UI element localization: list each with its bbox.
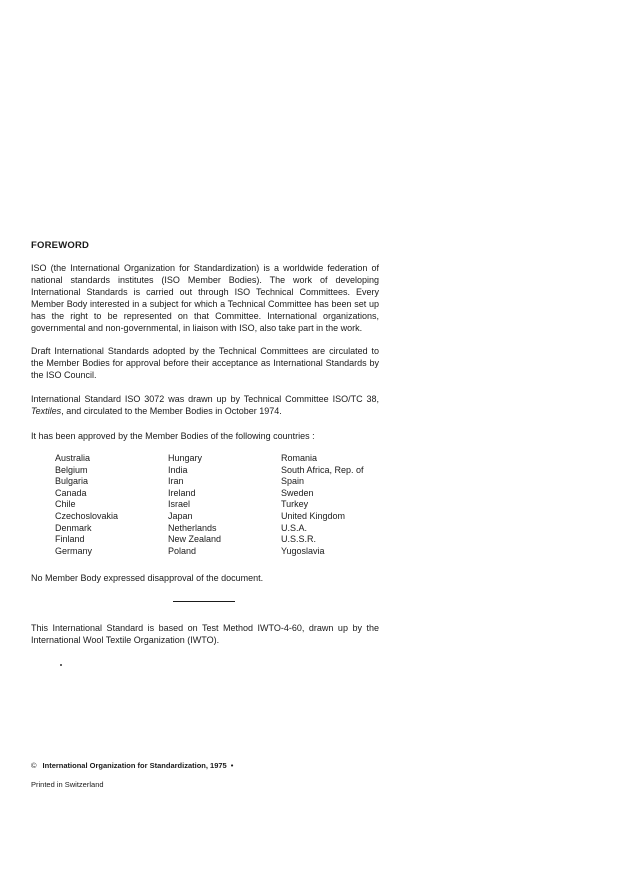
country-item: Bulgaria — [55, 476, 89, 487]
stray-mark — [60, 664, 62, 666]
country-item: Spain — [281, 476, 305, 487]
paragraph-iso-intro: ISO (the International Organization for Standardization) is a worldwide federation of national standards institutes (ISO Member Bodies). The work of developing International Standards is carried out through ISO Technical Committees. Every Member Body interested in a subject for which a Technical Committee has been set up has the right to be represented on that Committee. International organizations, governmental and non-governmental, in liaison with ISO, also take part in the work. — [31, 263, 379, 333]
paragraph-no-disapproval: No Member Body expressed disapproval of the document. — [31, 573, 264, 583]
country-item: Sweden — [281, 487, 314, 498]
country-list — [55, 453, 401, 557]
printed-in-line: Printed in Switzerland — [31, 780, 104, 789]
country-item: Germany — [55, 545, 93, 556]
country-item: Turkey — [281, 499, 309, 510]
p3-text-after: , and circulated to the Member Bodies in October 1974. — [61, 406, 282, 416]
foreword-heading: FOREWORD — [31, 240, 90, 251]
country-item: Belgium — [55, 464, 88, 475]
country-item: Canada — [55, 487, 87, 498]
country-item: Yugoslavia — [281, 545, 325, 556]
bullet-mark: • — [230, 761, 234, 770]
country-item: United Kingdom — [281, 510, 346, 521]
copyright-symbol: © — [31, 761, 37, 770]
country-item: Poland — [168, 545, 197, 556]
paragraph-iso-3072 — [31, 393, 379, 417]
paragraph-approval: It has been approved by the Member Bodies of the following countries : — [31, 431, 315, 441]
country-item: Chile — [55, 499, 76, 510]
paragraph-draft-standards: Draft International Standards adopted by the Technical Committees are circulated to the Member Bodies for approval before their acceptance as International Standards by the ISO Council. — [31, 346, 379, 380]
copyright-line — [31, 761, 233, 770]
country-item: Japan — [168, 510, 193, 521]
country-item: Netherlands — [168, 522, 217, 533]
country-item: India — [168, 464, 188, 475]
country-item: Ireland — [168, 487, 196, 498]
country-item: Finland — [55, 534, 85, 545]
country-item: Denmark — [55, 522, 92, 533]
paragraph-iwto-basis: This International Standard is based on Test Method IWTO-4-60, drawn up by the International Wool Textile Organization (IWTO). — [31, 623, 379, 645]
country-item: Czechoslovakia — [55, 510, 119, 521]
country-item: U.S.S.R. — [281, 534, 317, 545]
country-item: U.S.A. — [281, 522, 308, 533]
country-item: Hungary — [168, 453, 203, 463]
country-item: Romania — [281, 453, 318, 463]
country-item: Iran — [168, 476, 184, 487]
copyright-text: International Organization for Standardization, 1975 — [42, 761, 227, 770]
country-item: Australia — [55, 453, 91, 463]
country-item: New Zealand — [168, 534, 222, 545]
p3-committee-name: Textiles — [31, 406, 62, 416]
divider-rule — [173, 601, 235, 602]
country-item: Israel — [168, 499, 191, 510]
p3-text-before: International Standard ISO 3072 was drawn up by Technical Committee ISO/TC 38, — [31, 394, 379, 404]
country-item: South Africa, Rep. of — [281, 464, 364, 475]
